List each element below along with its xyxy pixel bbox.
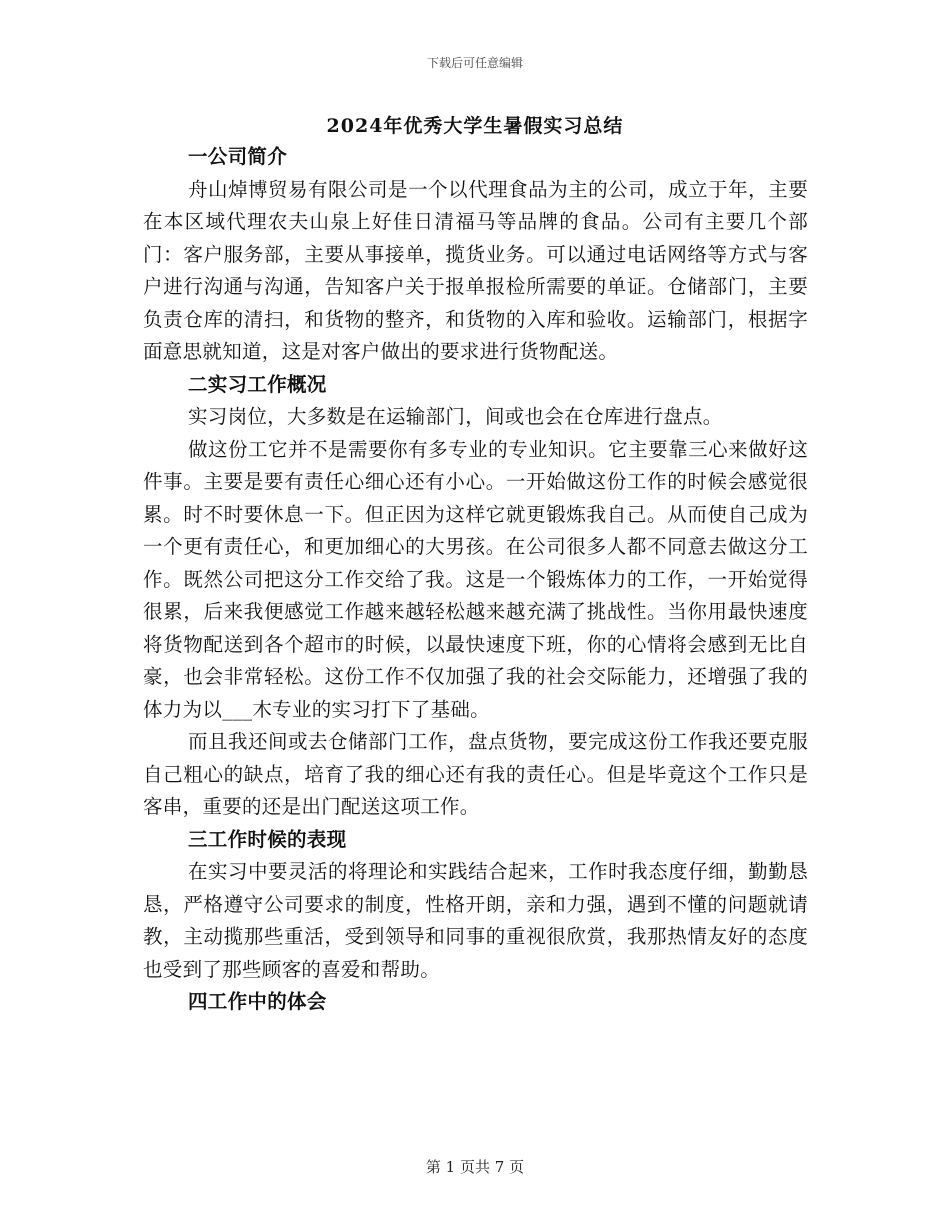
section-work-reflections: [143, 986, 808, 1019]
section-heading: 三工作时候的表现: [188, 827, 347, 851]
paragraph: 实习岗位，大多数是在运输部门，间或也会在仓库进行盘点。: [188, 405, 723, 428]
document-body: [143, 141, 808, 1019]
section-work-performance: [143, 824, 808, 987]
paragraph: 在实习中要灵活的将理论和实践结合起来，工作时我态度仔细，勤勤恳恳，严格遵守公司要求的制度，性格开朗，亲和力强，遇到不懂的问题就请教，主动揽那些重活，受到领导和同事的重视很欣赏，我那热情友好的态度也受到了那些顾客的喜爱和帮助。: [143, 860, 808, 981]
page-number: 第 1 页共 7 页: [425, 1158, 525, 1176]
section-internship-overview: [143, 369, 808, 824]
section-heading: 二实习工作概况: [188, 372, 327, 396]
paragraph: 做这份工它并不是需要你有多专业的专业知识。它主要靠三心来做好这件事。主要是要有责任心细心还有小心。一开始做这份工作的时候会感觉很累。时不时要休息一下。但正因为这样它就更锻炼我自己。从而使自己成为一个更有责任心，和更加细心的大男孩。在公司很多人都不同意去做这分工作。既然公司把这分工作交给了我。这是一个锻炼体力的工作，一开始觉得很累，后来我便感觉工作越来越轻松越来越充满了挑战性。当你用最快速度将货物配送到各个超市的时候，以最快速度下班，你的心情将会感到无比自豪，也会非常轻松。这份工作不仅加强了我的社会交际能力，还增强了我的体力为以___木专业的实习打下了基础。: [143, 437, 808, 721]
section-heading: 四工作中的体会: [188, 990, 327, 1013]
section-heading: 一公司简介: [188, 145, 288, 168]
document-title: 2024年优秀大学生暑假实习总结: [326, 115, 624, 137]
paragraph: 舟山焯博贸易有限公司是一个以代理食品为主的公司，成立于年，主要在本区域代理农夫山泉上好佳日清福马等品牌的食品。公司有主要几个部门：客户服务部，主要从事接单，揽货业务。可以通过电话网络等方式与客户进行沟通与沟通，告知客户关于报单报检所需要的单证。仓储部门，主要负责仓库的清扫，和货物的整齐，和货物的入库和验收。运输部门，根据字面意思就知道，这是对客户做出的要求进行货物配送。: [143, 177, 808, 363]
section-company-intro: [143, 141, 808, 369]
page-header-note: 下载后可任意编辑: [426, 56, 523, 70]
paragraph: 而且我还间或去仓储部门工作，盘点货物，要完成这份工作我还要克服自己粗心的缺点，培育了我的细心还有我的责任心。但是毕竟这个工作只是客串，重要的还是出门配送这项工作。: [143, 730, 808, 818]
